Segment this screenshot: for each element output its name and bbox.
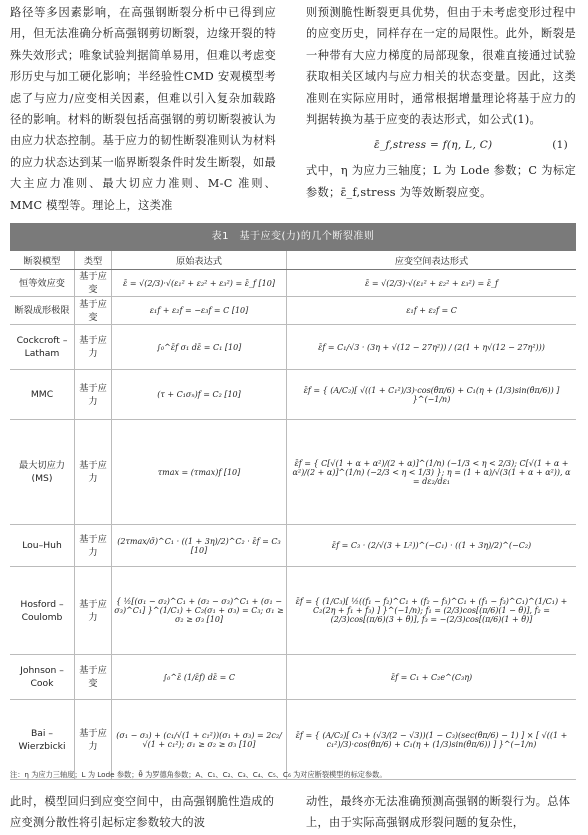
- table-row: [10, 297, 576, 325]
- row-original: ε₁f + ε₂f = −ε₃f = C [10]: [112, 297, 287, 325]
- equation-1-number: (1): [552, 138, 568, 151]
- row-original: (σ₁ − σ₃) + (c₁/√(1 + c₁²))(σ₁ + σ₃) = 2c₂/√(1 + c₁²); σ₁ ≥ σ₂ ≥ σ₃ [10]: [112, 700, 287, 780]
- equation-1-formula: ε̄_f,stress = f(η, L, C): [374, 138, 493, 151]
- row-name: 断裂成形极限: [10, 297, 75, 325]
- table-row: [10, 567, 576, 655]
- right-paragraph-before: 则预测脆性断裂更具优势，但由于未考虑变形过程中的应变历史，同样存在一定的局限性。此外，断裂是一种带有大应力梯度的局部现象，很难直接通过试验获取相关区域内与应力相关的状态变量。因此，这类准则在实际应用时，通常根据增量理论将基于应力的判据转换为基于应变的表达形式，如公式(1)。: [306, 6, 576, 127]
- row-name: 恒等效应变: [10, 270, 75, 297]
- row-strain: ε̄f = { (A/C₂)[ C₃ + (√3/(2 − √3))(1 − C₃)(sec(θ̄π/6) − 1) ] × [ √((1 + c₁²)/3)·cos(θ̄π/6) + C₁(η + (1/3)sin(θ̄π/6)) ] }^(−1/n): [287, 700, 577, 780]
- row-strain: ε̄f = C₁ + C₂e^(C₃η): [287, 655, 577, 700]
- row-type: 基于应力: [75, 370, 112, 420]
- row-strain: ε̄f = { (1/C₃)[ ½((f₁ − f₂)^C₁ + (f₂ − f₃)^C₁ + (f₁ − f₃)^C₁)^(1/C₁) + C₂(2η + f₁ + f₃) ] }^(−1/n); f₁ = (2/3)cos[(π/6)(1 − θ̄)], f₂ = (2/3)cos[(π/6)(3 + θ̄)], f₃ = −(2/3)cos[(π/6)(1 + θ̄)]: [287, 567, 577, 655]
- row-type: 基于应变: [75, 297, 112, 325]
- row-strain: ε̄f = C₁/√3 · (3η + √(12 − 27η²)) / (2(1 + η√(12 − 27η²))): [287, 325, 577, 370]
- table-row: [10, 325, 576, 370]
- equation-1: [306, 130, 576, 160]
- row-strain: ε̄ = √(2/3)·√(ε₁² + ε₂² + ε₃²) = ε̄_f: [287, 270, 577, 297]
- row-type: 基于应力: [75, 420, 112, 525]
- table-note: 注：η 为应力三轴度；L 为 Lode 参数；θ̄ 为罗德角参数；A、C₁、C₂、C₃、C₄、C₅、C₆ 为对应断裂模型的标定参数。: [10, 770, 387, 779]
- row-original: (2τmax/σ̄)^C₁ · ((1 + 3η)/2)^C₂ · ε̄f = C₃ [10]: [112, 525, 287, 567]
- table-row: [10, 700, 576, 780]
- row-strain: ε₁f + ε₂f = C: [287, 297, 577, 325]
- row-type: 基于应力: [75, 325, 112, 370]
- right-paragraph-after: 式中，η 为应力三轴度；L 为 Lode 参数；C 为标定参数；ε̄_f,stress 为等效断裂应变。: [306, 164, 576, 199]
- table-row: [10, 370, 576, 420]
- row-original: ∫₀^ε̄f σ₁ dε̄ = C₁ [10]: [112, 325, 287, 370]
- table-row: [10, 655, 576, 700]
- bottom-right-column: [306, 791, 576, 834]
- header-strain-space: 应变空间表达形式: [287, 251, 577, 270]
- bottom-right-paragraph: 动性，最终亦无法准确预测高强钢的断裂行为。总体上，由于实际高强钢成形裂问题的复杂性，: [306, 795, 571, 830]
- row-name: MMC: [10, 370, 75, 420]
- bottom-left-column: [10, 791, 276, 834]
- right-column: [306, 2, 576, 203]
- table-row: [10, 420, 576, 525]
- row-name: 最大切应力 (MS): [10, 420, 75, 525]
- row-type: 基于应变: [75, 655, 112, 700]
- row-original: { ½[(σ₁ − σ₂)^C₁ + (σ₂ − σ₃)^C₁ + (σ₁ − σ₃)^C₁] }^(1/C₁) + C₂(σ₁ + σ₃) = C₃; σ₁ ≥ σ₂ ≥ σ₃ [10]: [112, 567, 287, 655]
- left-column: [10, 2, 276, 216]
- row-original: τmax = (τmax)f [10]: [112, 420, 287, 525]
- row-name: Johnson – Cook: [10, 655, 75, 700]
- row-name: Lou–Huh: [10, 525, 75, 567]
- row-type: 基于应力: [75, 525, 112, 567]
- row-type: 基于应力: [75, 567, 112, 655]
- row-original: ε̄ = √(2/3)·√(ε₁² + ε₂² + ε₃²) = ε̄_f [10]: [112, 270, 287, 297]
- row-name: Cockcroft – Latham: [10, 325, 75, 370]
- header-type: 类型: [75, 251, 112, 270]
- table-row: [10, 270, 576, 297]
- left-paragraph: 路径等多因素影响，在高强钢断裂分析中已得到应用，但无法准确分析高强钢剪切断裂，边缘开裂的特殊失效形式；唯象试验判据简单易用，但难以考虑变形历史与加工硬化影响；半经验性CMD 安观模型考虑了与应力/应变相关因素，但难以引入复杂加载路径的影响。材料的断裂包括高强钢的剪切断裂被认为由应力状态控制。基于应力的韧性断裂准则认为材料的应力状态达到某一临界断裂条件时发生断裂，如最大主应力准则、最大切应力准则、M-C 准则、MMC 模型等。理论上，这类准: [10, 6, 276, 212]
- row-strain: ε̄f = C₃ · (2/√(3 + L²))^(−C₁) · ((1 + 3η)/2)^(−C₂): [287, 525, 577, 567]
- row-original: (τ + C₁σₙ)f = C₂ [10]: [112, 370, 287, 420]
- table-header-row: [10, 251, 576, 270]
- table-title: 表1 基于应变(力)的几个断裂准则: [10, 223, 576, 251]
- header-original: 原始表达式: [112, 251, 287, 270]
- bottom-left-paragraph: 此时，模型回归到应变空间中，由高强钢脆性造成的应变测分散性将引起标定参数较大的波: [10, 795, 275, 830]
- row-name: Bai – Wierzbicki: [10, 700, 75, 780]
- row-strain: ε̄f = { C[√(1 + α + α²)/(2 + α)]^(1/n) (−1/3 < η < 2/3); C[√(1 + α + α²)/(2 + α)]^(1/n) (−2/3 < η < 1/3) }; η = (1 + α)/√(3(1 + α + α²)), α = dε₂/dε₁: [287, 420, 577, 525]
- header-model: 断裂模型: [10, 251, 75, 270]
- row-strain: ε̄f = { (A/C₂)[ √((1 + C₁²)/3)·cos(θ̄π/6) + C₁(η + (1/3)sin(θ̄π/6)) ] }^(−1/n): [287, 370, 577, 420]
- row-type: 基于应变: [75, 270, 112, 297]
- row-original: ∫₀^ε̄ (1/ε̄f) dε̄ = C: [112, 655, 287, 700]
- row-type: 基于应力: [75, 700, 112, 780]
- row-name: Hosford – Coulomb: [10, 567, 75, 655]
- fracture-criteria-table: [10, 251, 576, 780]
- table-row: [10, 525, 576, 567]
